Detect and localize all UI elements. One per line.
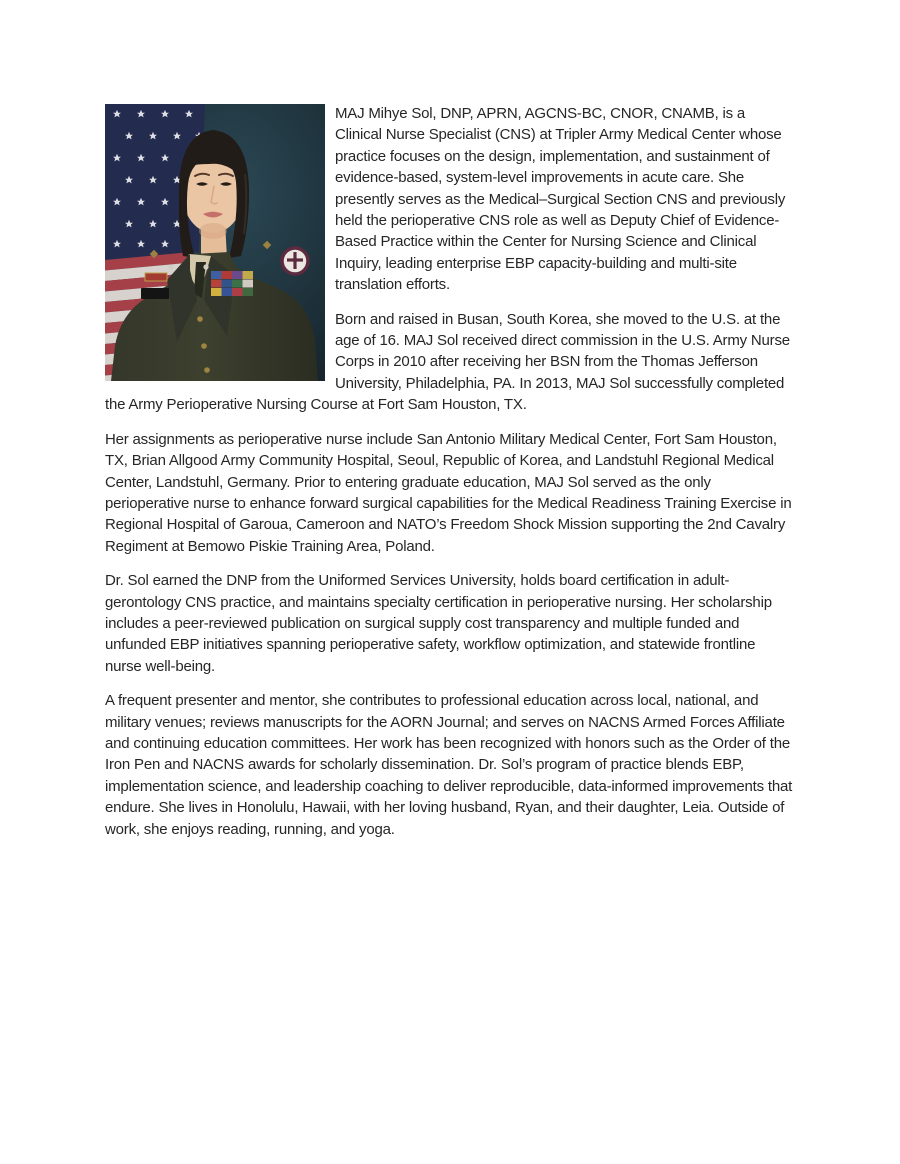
bio-paragraph-service: A frequent presenter and mentor, she contributes to professional education across local, national, and military venues; reviews manuscripts for the AORN Journal; and serves on NACNS Armed Forces Affiliate and continuing education committees. Her work has been recognized with honors such as the Order of the Iron Pen and NACNS awards for scholarly dissemination. Dr. Sol’s program of practice blends EBP, implementation science, and leadership coaching to deliver reproducible, data-informed improvements that endure. She lives in Honolulu, Hawaii, with her loving husband, Ryan, and their daughter, Leia. Outside of work, she enjoys reading, running, and yoga. bbox=[105, 692, 793, 838]
portrait-photo-image bbox=[105, 104, 325, 381]
coat-button bbox=[197, 316, 203, 322]
coat-button bbox=[204, 367, 210, 373]
name-plate bbox=[141, 288, 169, 299]
ribbon-rack bbox=[211, 271, 253, 296]
bio-paragraph-assignments: Her assignments as perioperative nurse include San Antonio Military Medical Center, Fort Sam Houston, TX, Brian Allgood Army Community Hospital, Seoul, Republic of Korea, and Landstuhl Regional Medical Center, Landstuhl, Germany. Prior to entering graduate education, MAJ Sol served as the only perioperative nurse to enhance forward surgical capabilities for the Medical Readiness Training Exercise in Regional Hospital of Garoua, Cameroon and NATO’s Freedom Shock Mission supporting the 2nd Cavalry Regiment at Bemowo Piskie Training Area, Poland. bbox=[105, 430, 792, 555]
portrait-photo bbox=[105, 104, 325, 381]
bio-paragraph-education: Dr. Sol earned the DNP from the Uniformed Services University, holds board certification in adult-gerontology CNS practice, and maintains specialty certification in perioperative nursing. Her scholarship includes a peer-reviewed publication on surgical supply cost transparency and multiple funded and unfunded EBP initiatives spanning perioperative safety, workflow optimization, and statewide frontline nurse well-being. bbox=[105, 572, 772, 675]
unit-award-ribbon bbox=[145, 273, 167, 281]
shoulder-patch bbox=[282, 248, 308, 274]
bio-paragraph-background: Born and raised in Busan, South Korea, she moved to the U.S. at the age of 16. MAJ Sol received direct commission in the U.S. Army Nurse Corps in 2010 after receiving her BSN from the Thomas Jefferson University, Philadelphia, PA. In 2013, MAJ Sol successfully completed the Army Perioperative Nursing Course at Fort Sam Houston, TX. bbox=[105, 310, 790, 414]
caduceus-pin-left bbox=[203, 264, 208, 269]
caduceus-pin-right bbox=[168, 264, 173, 269]
coat-button bbox=[201, 343, 207, 349]
bio-paragraph-intro: MAJ Mihye Sol, DNP, APRN, AGCNS-BC, CNOR, CNAMB, is a Clinical Nurse Specialist (CNS) at Tripler Army Medical Center whose practice focuses on the design, implementation, and sustainment of evidence-based, system-level improvements in acute care. She presently serves as the Medical–Surgical Section CNS and previously held the perioperative CNS role as well as Deputy Chief of Evidence-Based Practice within the Center for Nursing Science and Clinical Inquiry, leading enterprise EBP capacity-building and multi-site translation efforts. bbox=[335, 105, 786, 294]
